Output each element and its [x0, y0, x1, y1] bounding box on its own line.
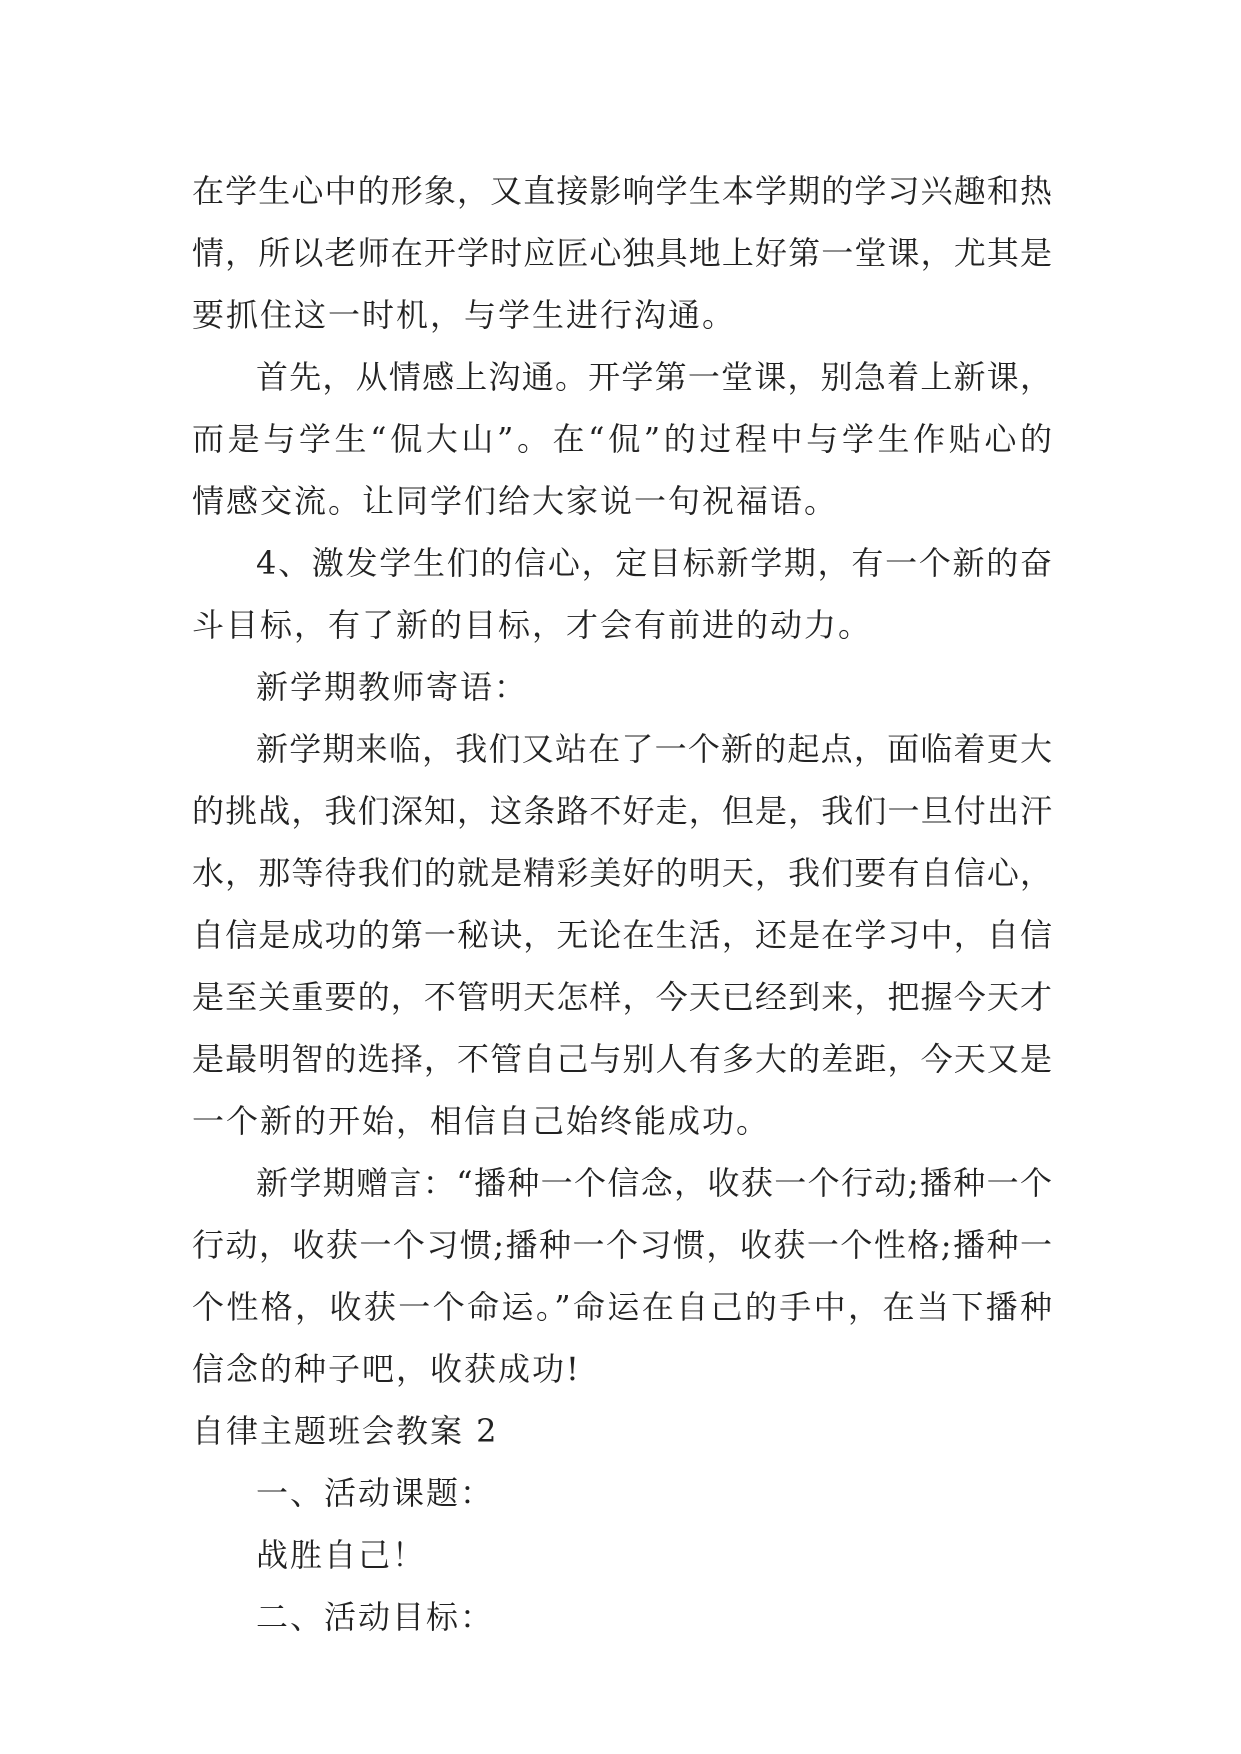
text-line: 是至关重要的，不管明天怎样，今天已经到来，把握今天才 [192, 978, 1052, 1016]
text-line: 要抓住这一时机，与学生进行沟通。 [192, 296, 737, 334]
text-line: 战胜自己！ [256, 1536, 427, 1574]
text-line: 斗目标，有了新的目标，才会有前进的动力。 [192, 606, 873, 644]
text-line: 一个新的开始，相信自己始终能成功。 [192, 1102, 771, 1140]
document-body [192, 160, 1052, 1648]
text-line: 个性格，收获一个命运。”命运在自己的手中，在当下播种 [192, 1288, 1052, 1326]
paragraph-activity-topic [192, 1524, 1052, 1586]
text-line: 新学期教师寄语： [256, 668, 529, 706]
text-line: 是最明智的选择，不管自己与别人有多大的差距，今天又是 [192, 1040, 1052, 1078]
text-line: 4、激发学生们的信心，定目标新学期，有一个新的奋 [256, 544, 1052, 582]
paragraph-motto [192, 1152, 1052, 1400]
text-line: 在学生心中的形象，又直接影响学生本学期的学习兴趣和热 [192, 172, 1052, 210]
paragraph-activity-topic-heading [192, 1462, 1052, 1524]
text-line: 二、活动目标： [256, 1598, 495, 1636]
text-line: 信念的种子吧，收获成功! [192, 1350, 581, 1388]
paragraph-teacher-message [192, 718, 1052, 1152]
text-line: 而是与学生“侃大山”。在“侃”的过程中与学生作贴心的 [192, 420, 1052, 458]
text-line: 水，那等待我们的就是精彩美好的明天，我们要有自信心， [192, 854, 1052, 892]
paragraph-section-title-2 [192, 1400, 1052, 1462]
paragraph-activity-goal-heading [192, 1586, 1052, 1648]
text-line: 情感交流。让同学们给大家说一句祝福语。 [192, 482, 839, 520]
paragraph-intro-continuation [192, 160, 1052, 346]
paragraph-goal-setting [192, 532, 1052, 656]
text-line: 情，所以老师在开学时应匠心独具地上好第一堂课，尤其是 [192, 234, 1052, 272]
text-line: 新学期来临，我们又站在了一个新的起点，面临着更大 [256, 730, 1052, 768]
text-line: 一、活动课题： [256, 1474, 495, 1512]
text-line: 自律主题班会教案 2 [192, 1412, 499, 1450]
text-line: 自信是成功的第一秘诀，无论在生活，还是在学习中，自信 [192, 916, 1052, 954]
text-line: 行动，收获一个习惯;播种一个习惯，收获一个性格;播种一 [192, 1226, 1052, 1264]
text-line: 首先，从情感上沟通。开学第一堂课，别急着上新课， [256, 358, 1052, 396]
paragraph-emotion-communication [192, 346, 1052, 532]
text-line: 的挑战，我们深知，这条路不好走，但是，我们一旦付出汗 [192, 792, 1052, 830]
paragraph-teacher-message-title [192, 656, 1052, 718]
text-line: 新学期赠言：“播种一个信念，收获一个行动;播种一个 [256, 1164, 1052, 1202]
